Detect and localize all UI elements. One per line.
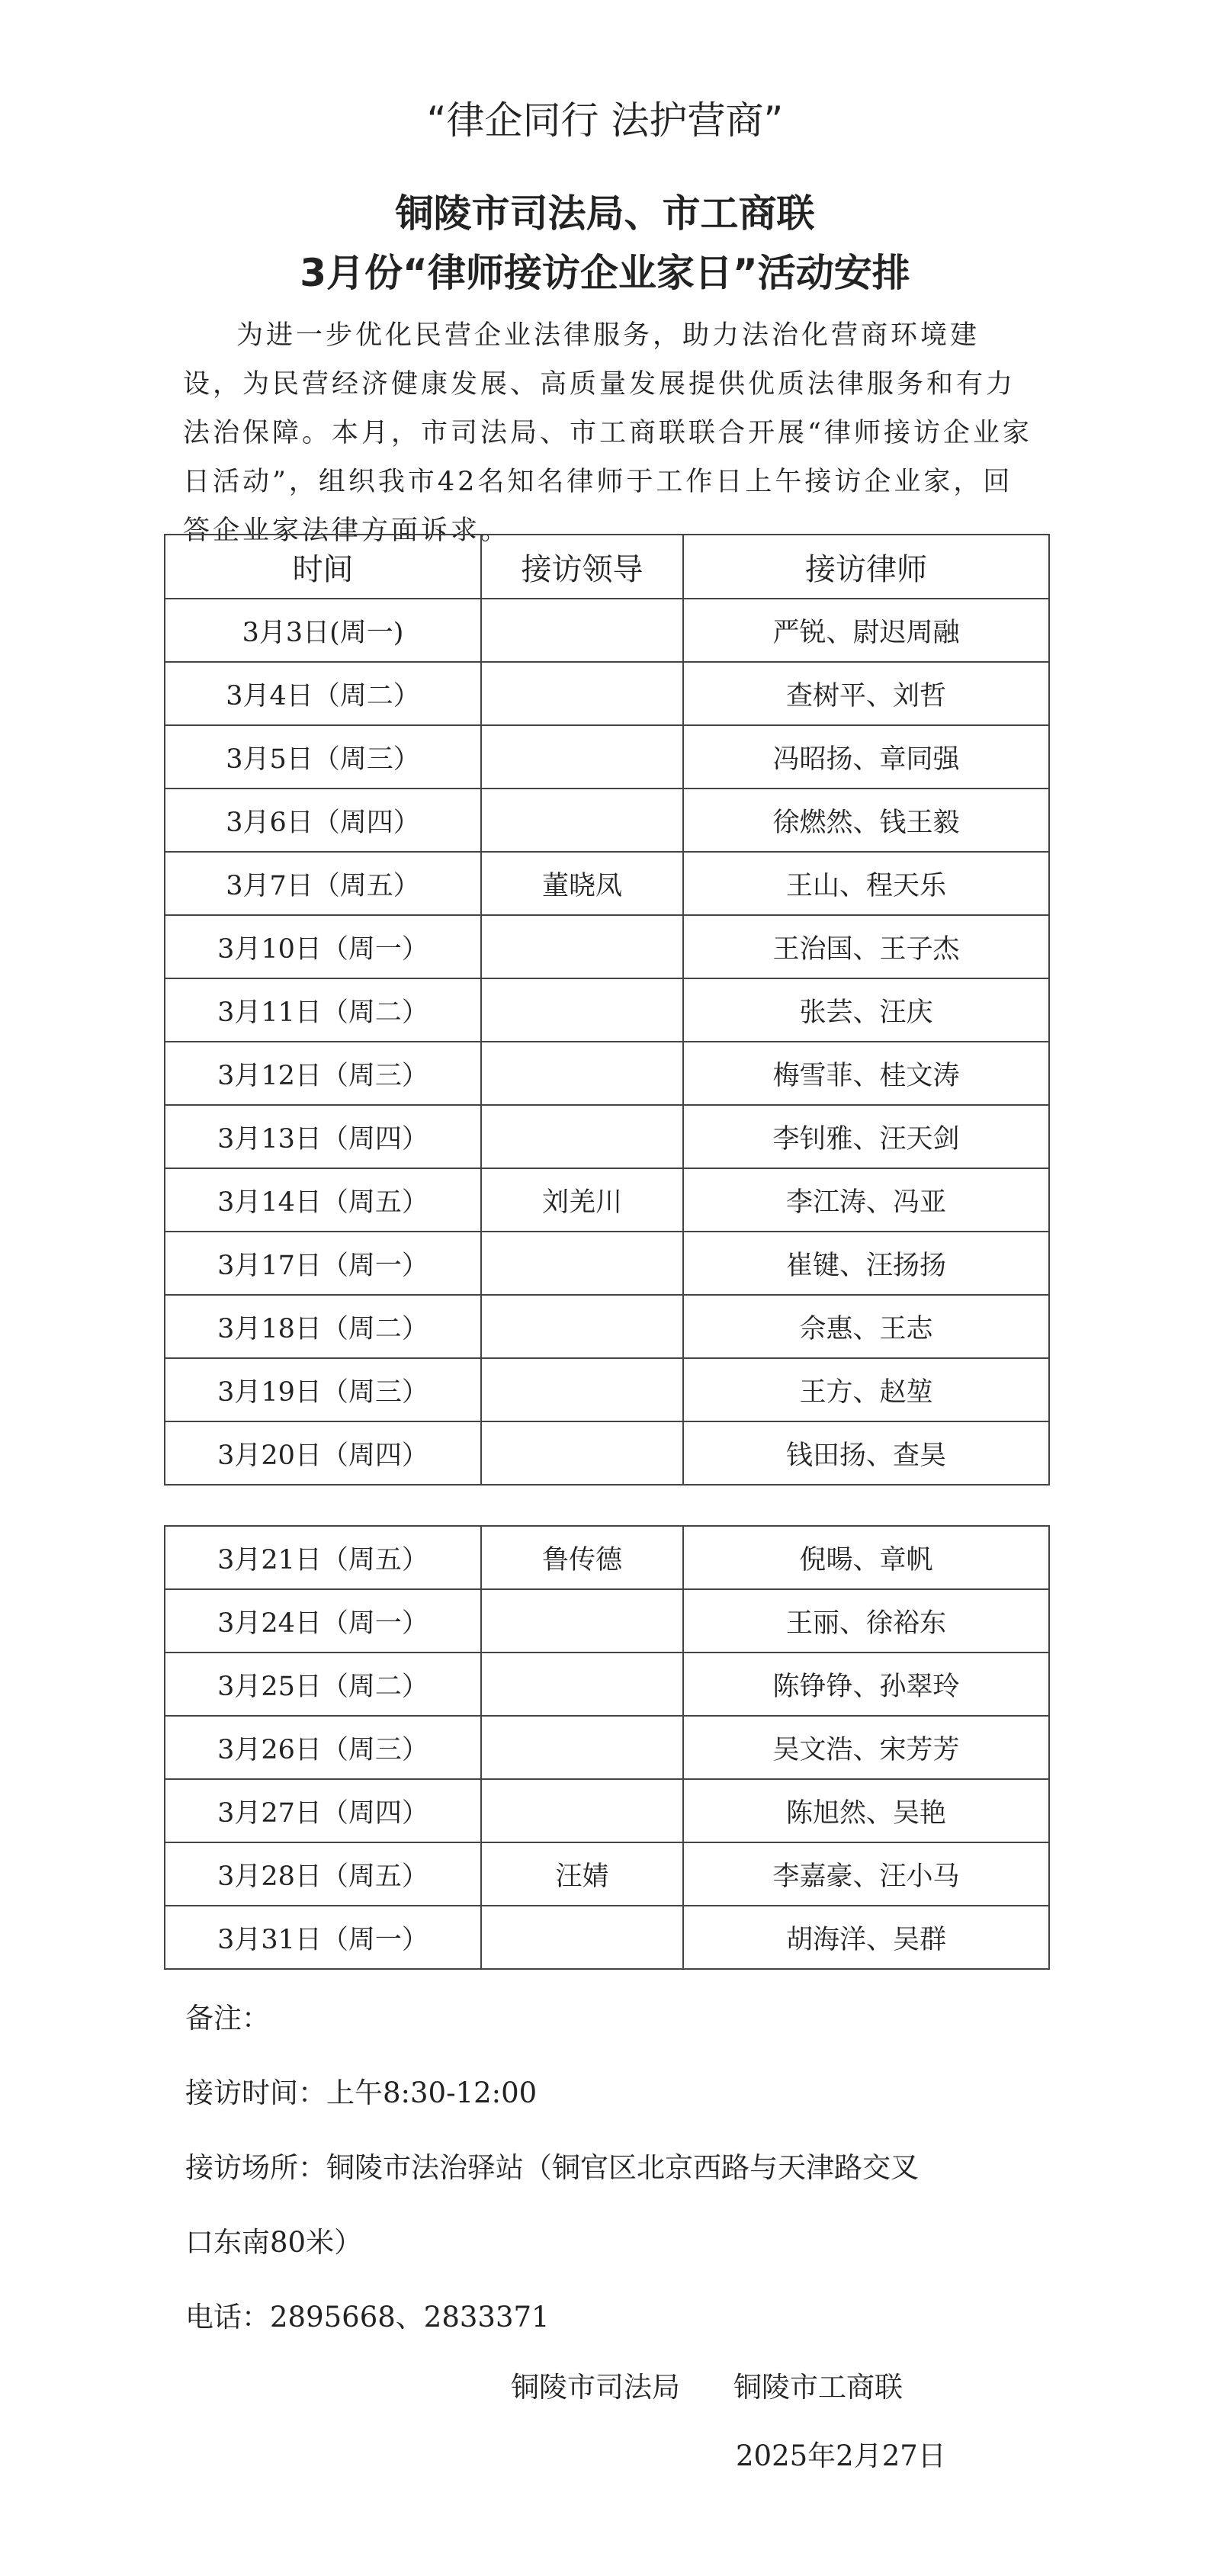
header-lawyers: 接访律师	[683, 535, 1049, 599]
cell-leader	[481, 725, 683, 789]
cell-leader: 刘羌川	[481, 1168, 683, 1232]
table-row	[165, 1295, 1049, 1358]
cell-date: 3月17日（周一）	[165, 1232, 481, 1295]
cell-lawyers: 李江涛、冯亚	[683, 1168, 1049, 1232]
cell-date: 3月26日（周三）	[165, 1716, 481, 1779]
schedule-table-part1	[164, 534, 1050, 1486]
cell-date: 3月10日（周一）	[165, 915, 481, 978]
cell-date: 3月5日（周三）	[165, 725, 481, 789]
notes-label: 备注：	[185, 2002, 270, 2035]
cell-date: 3月7日（周五）	[165, 852, 481, 915]
table-row	[165, 1716, 1049, 1779]
table-header-row	[165, 535, 1049, 599]
cell-lawyers: 李钊雅、汪天剑	[683, 1105, 1049, 1168]
table-row	[165, 1421, 1049, 1485]
cell-date: 3月25日（周二）	[165, 1653, 481, 1716]
cell-date: 3月3日(周一)	[165, 599, 481, 662]
signature-orgs	[511, 2364, 903, 2405]
cell-date: 3月31日（周一）	[165, 1906, 481, 1969]
cell-lawyers: 王山、程天乐	[683, 852, 1049, 915]
cell-lawyers: 冯昭扬、章同强	[683, 725, 1049, 789]
cell-lawyers: 梅雪菲、桂文涛	[683, 1042, 1049, 1105]
cell-leader: 鲁传德	[481, 1526, 683, 1589]
cell-lawyers: 钱田扬、查昊	[683, 1421, 1049, 1485]
cell-lawyers: 陈铮铮、孙翠玲	[683, 1653, 1049, 1716]
schedule-body-part1	[165, 599, 1049, 1485]
table-row	[165, 1906, 1049, 1969]
cell-date: 3月14日（周五）	[165, 1168, 481, 1232]
signature-org1: 铜陵市司法局	[511, 2371, 680, 2404]
intro-paragraph: 为进一步优化民营企业法律服务，助力法治化营商环境建设，为民营经济健康发展、高质量发展提供优质法律服务和有力法治保障。本月，市司法局、市工商联联合开展“律师接访企业家日活动”，组织我市42名知名律师于工作日上午接访企业家，回答企业家法律方面诉求。	[183, 320, 1032, 546]
cell-leader	[481, 1589, 683, 1653]
cell-lawyers: 查树平、刘哲	[683, 662, 1049, 725]
cell-lawyers: 李嘉豪、汪小马	[683, 1842, 1049, 1906]
cell-leader	[481, 1779, 683, 1842]
cell-leader	[481, 915, 683, 978]
cell-date: 3月28日（周五）	[165, 1842, 481, 1906]
notes-time: 接访时间：上午8:30-12:00	[185, 2077, 538, 2109]
cell-lawyers: 陈旭然、吴艳	[683, 1779, 1049, 1842]
page-title-line2: 3月份“律师接访企业家日”活动安排	[300, 251, 910, 295]
table-row	[165, 1358, 1049, 1421]
cell-date: 3月18日（周二）	[165, 1295, 481, 1358]
table-row	[165, 852, 1049, 915]
cell-leader	[481, 1421, 683, 1485]
cell-lawyers: 徐燃然、钱王毅	[683, 789, 1049, 852]
cell-leader	[481, 1042, 683, 1105]
notes-section	[185, 1981, 919, 2355]
table-row	[165, 1589, 1049, 1653]
table-row	[165, 1526, 1049, 1589]
cell-lawyers: 严锐、尉迟周融	[683, 599, 1049, 662]
cell-leader	[481, 1716, 683, 1779]
slogan: “律企同行 法护营商”	[426, 98, 784, 143]
notes-place-line2: 口东南80米）	[185, 2226, 363, 2259]
schedule-table-part2	[164, 1525, 1050, 1970]
table-row	[165, 1653, 1049, 1716]
table-row	[165, 1168, 1049, 1232]
cell-date: 3月4日（周二）	[165, 662, 481, 725]
cell-leader	[481, 978, 683, 1042]
cell-date: 3月11日（周二）	[165, 978, 481, 1042]
cell-lawyers: 崔键、汪扬扬	[683, 1232, 1049, 1295]
cell-lawyers: 佘惠、王志	[683, 1295, 1049, 1358]
signature-date: 2025年2月27日	[736, 2439, 946, 2472]
table-row	[165, 1842, 1049, 1906]
cell-lawyers: 王治国、王子杰	[683, 915, 1049, 978]
cell-leader	[481, 789, 683, 852]
cell-leader	[481, 1906, 683, 1969]
cell-date: 3月19日（周三）	[165, 1358, 481, 1421]
header-leader: 接访领导	[481, 535, 683, 599]
table-row	[165, 1779, 1049, 1842]
page-title-line1: 铜陵市司法局、市工商联	[395, 191, 815, 236]
cell-lawyers: 吴文浩、宋芳芳	[683, 1716, 1049, 1779]
cell-date: 3月12日（周三）	[165, 1042, 481, 1105]
table-row	[165, 1105, 1049, 1168]
cell-leader	[481, 1653, 683, 1716]
cell-date: 3月24日（周一）	[165, 1589, 481, 1653]
cell-date: 3月27日（周四）	[165, 1779, 481, 1842]
cell-leader	[481, 599, 683, 662]
cell-date: 3月6日（周四）	[165, 789, 481, 852]
table-row	[165, 662, 1049, 725]
signature-org2: 铜陵市工商联	[733, 2371, 903, 2404]
cell-lawyers: 王丽、徐裕东	[683, 1589, 1049, 1653]
cell-leader: 董晓凤	[481, 852, 683, 915]
cell-date: 3月21日（周五）	[165, 1526, 481, 1589]
cell-lawyers: 张芸、汪庆	[683, 978, 1049, 1042]
notes-place-line1: 接访场所：铜陵市法治驿站（铜官区北京西路与天津路交叉	[185, 2151, 919, 2184]
cell-date: 3月13日（周四）	[165, 1105, 481, 1168]
table-row	[165, 789, 1049, 852]
cell-date: 3月20日（周四）	[165, 1421, 481, 1485]
cell-leader: 汪婧	[481, 1842, 683, 1906]
schedule-body-part2	[165, 1526, 1049, 1969]
cell-leader	[481, 1232, 683, 1295]
cell-leader	[481, 1358, 683, 1421]
table-row	[165, 1232, 1049, 1295]
cell-lawyers: 王方、赵堃	[683, 1358, 1049, 1421]
table-row	[165, 599, 1049, 662]
cell-leader	[481, 662, 683, 725]
header-date: 时间	[165, 535, 481, 599]
cell-lawyers: 胡海洋、吴群	[683, 1906, 1049, 1969]
cell-leader	[481, 1295, 683, 1358]
cell-leader	[481, 1105, 683, 1168]
table-row	[165, 1042, 1049, 1105]
cell-lawyers: 倪暘、章帆	[683, 1526, 1049, 1589]
table-row	[165, 915, 1049, 978]
table-row	[165, 725, 1049, 789]
table-row	[165, 978, 1049, 1042]
notes-phone: 电话：2895668、2833371	[185, 2301, 550, 2333]
